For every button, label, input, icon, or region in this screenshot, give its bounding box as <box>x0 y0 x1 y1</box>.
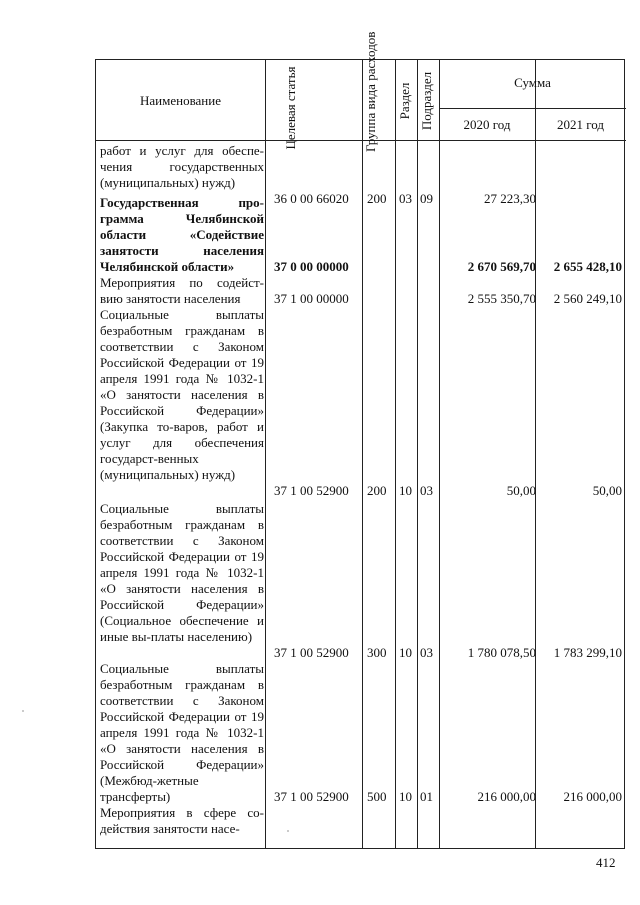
row-name: Социальные выплаты безработным гражданам в соответствии с Законом Российской Федерации от 19 апреля 1991 года № 1032-1 «О занятости населения в Российской Федерации» (Закупка то-варов, работ и услуг для обеспечения государст-венных (муниципальных) нужд) <box>100 307 264 482</box>
row-code: 37 0 00 00000 <box>274 259 349 274</box>
table-row <box>96 307 626 499</box>
header-section: Раздел <box>397 82 412 120</box>
row-section: 03 <box>399 191 412 206</box>
row-section: 10 <box>399 789 412 804</box>
row-section: 10 <box>399 483 412 498</box>
row-sum-2020: 2 670 569,70 <box>467 259 536 274</box>
table-row <box>96 661 626 805</box>
header-sum: Сумма <box>514 75 551 90</box>
row-group: 200 <box>367 191 387 206</box>
table-row <box>96 501 626 661</box>
row-code: 37 1 00 52900 <box>274 789 349 804</box>
row-code: 37 1 00 52900 <box>274 645 349 660</box>
row-subsection: 03 <box>420 483 433 498</box>
row-sum-2020: 50,00 <box>506 483 536 498</box>
header-name: Наименование <box>140 93 221 108</box>
header-year-2021: 2021 год <box>557 117 604 132</box>
header-bottom-line <box>96 140 626 141</box>
row-code: 37 1 00 00000 <box>274 291 349 306</box>
row-section: 10 <box>399 645 412 660</box>
row-name: Мероприятия в сфере со-действия занятости насе- <box>100 805 264 836</box>
row-subsection: 09 <box>420 191 433 206</box>
row-sum-2021: 2 560 249,10 <box>553 291 622 306</box>
row-sum-2021: 50,00 <box>592 483 622 498</box>
header-group: Группа вида расходов <box>363 31 378 152</box>
row-sum-2021: 1 783 299,10 <box>553 645 622 660</box>
row-group: 500 <box>367 789 387 804</box>
row-name: Социальные выплаты безработным гражданам в соответствии с Законом Российской Федерации от 19 апреля 1991 года № 1032-1 «О занятости населения в Российской Федерации» (Социальное обеспечение и иные вы-платы населению) <box>100 501 264 644</box>
header-divider <box>439 108 626 109</box>
row-subsection: 01 <box>420 789 433 804</box>
row-group: 300 <box>367 645 387 660</box>
row-name: Государственная про-грамма Челябинской области «Содействие занятости населения Челябинской области» <box>100 195 264 274</box>
row-name: Социальные выплаты безработным гражданам в соответствии с Законом Российской Федерации от 19 апреля 1991 года № 1032-1 «О занятости населения в Российской Федерации» (Межбюд-жетные трансферты) <box>100 661 264 804</box>
row-subsection: 03 <box>420 645 433 660</box>
table-row <box>96 195 626 275</box>
row-code: 36 0 00 66020 <box>274 191 349 206</box>
header-year-2020: 2020 год <box>463 117 511 132</box>
header-subsection: Подраздел <box>419 71 434 131</box>
row-name: Мероприятия по содейст-вию занятости населения <box>100 275 264 306</box>
row-sum-2021: 2 655 428,10 <box>553 259 622 274</box>
scan-speck <box>22 710 24 712</box>
scan-speck <box>287 830 289 832</box>
table-row <box>96 275 626 307</box>
row-sum-2020: 27 223,30 <box>484 191 536 206</box>
row-sum-2020: 216 000,00 <box>477 789 536 804</box>
row-sum-2020: 1 780 078,50 <box>467 645 536 660</box>
row-sum-2020: 2 555 350,70 <box>467 291 536 306</box>
row-code: 37 1 00 52900 <box>274 483 349 498</box>
table-row <box>96 805 626 847</box>
page-number: 412 <box>596 855 616 870</box>
row-sum-2021: 216 000,00 <box>563 789 622 804</box>
row-group: 200 <box>367 483 387 498</box>
budget-table <box>95 31 625 849</box>
row-name: работ и услуг для обеспе-чения государственных (муниципальных) нужд) <box>100 143 264 190</box>
header-target: Целевая статья <box>283 66 298 150</box>
